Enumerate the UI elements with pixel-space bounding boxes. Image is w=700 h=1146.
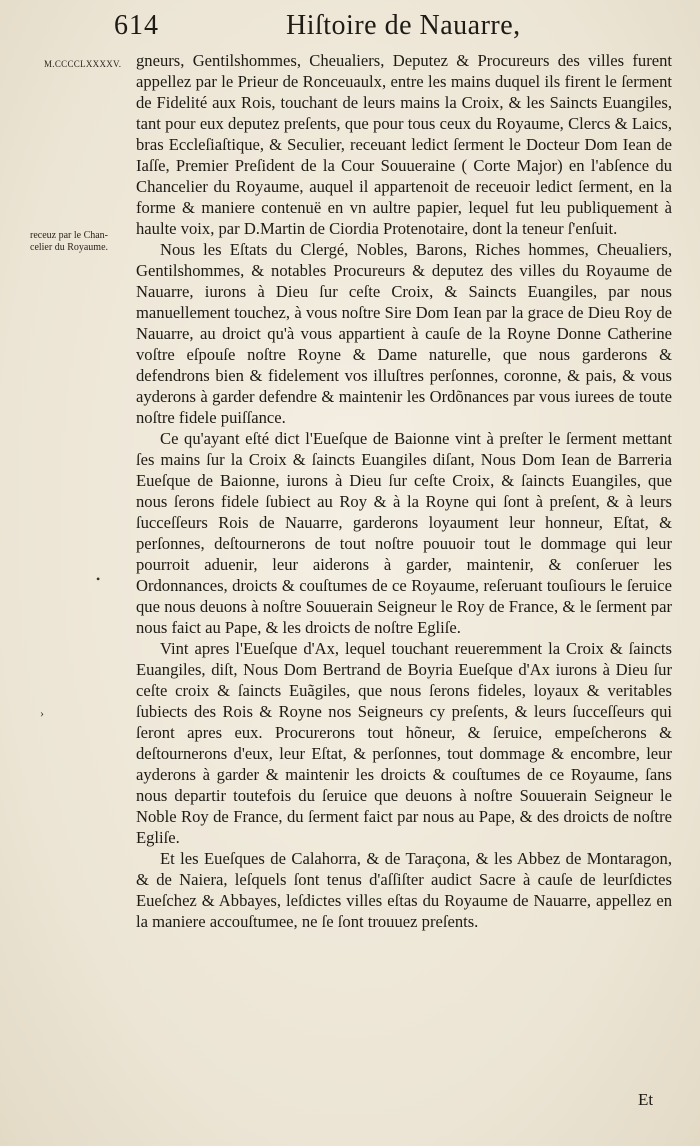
margin-note-received-line2: celier du Royaume. xyxy=(30,242,109,253)
page-number: 614 xyxy=(114,10,159,41)
running-title: Hiſtoire de Nauarre, xyxy=(286,10,521,41)
page-header xyxy=(110,8,670,48)
paragraph-bishop-bayonne: Ce qu'ayant eſté dict l'Eueſque de Baionne vint à preſter le ſerment mettant ſes mains ſur la Croix & ſaincts Euangiles diſant, Nous Dom Iean de Barreria Eueſque de Baionne, iurons à Dieu ſur ceſte Croix, & ſaincts Euangiles, que nous ſerons fidele ſubiect au Roy & à la Royne qui ſont à preſent, & à leurs ſucceſſeurs Rois de Nauarre, garderons loyaument leur honneur, Eſtat, & perſonnes, deſtournerons de tout noſtre pouuoir tout le dommage qui leur pourroit aduenir, leur aiderons à garder, maintenir, & conſeruer les Ordonnances, droicts & couſtumes de ce Royaume, reſeruant touſiours le ſeruice que nous deuons à noſtre Souuerain Seigneur le Roy de France, & le ſerment par nous faict au Pape, & les droicts de noſtre Egliſe. xyxy=(136,429,672,637)
margin-note-received xyxy=(30,230,140,254)
paragraph-oath-estates: Nous les Eſtats du Clergé, Nobles, Barons, Riches hommes, Cheualiers, Gentilshommes, & notables Procureurs & deputez des villes du Royaume de Nauarre, iurons à Dieu ſur ceſte Croix, & Saincts Euangiles, par nous manuellement touchez, à vous noſtre Sire Dom Iean par la grace de Dieu Roy de Nauarre, au droict qu'à vous appartient à cauſe de la Royne Donne Catherine voſtre eſpouſe noſtre Royne & Dame naturelle, que nous garderons & defendrons bien & fidelement vos illuſtres perſonnes, coronne, & pais, & vous ayderons à garder defendre & maintenir les Ordõnances par vous iurees de toute noſtre fidele puiſſance. xyxy=(136,240,672,427)
paragraph-continuation: gneurs, Gentilshommes, Cheualiers, Deputez & Procureurs des villes furent appellez par le Prieur de Ronceuaulx, entre les mains duquel ils firent le ſerment de Fidelité aux Rois, touchant de leurs mains la Croix, & les Saincts Euangiles, tant pour eux deputez preſents, que pour tous ceux du Royaume, Clercs & Laics, bras Eccleſiaſtique, & Seculier, receuant ledict ſerment le Docteur Dom Iean de Iaſſe, Premier Preſident de la Cour Souueraine ( Corte Major) en l'abſence du Chancelier du Royaume, auquel il appartenoit de receuoir ledict ſerment, en la forme & maniere contenuë en vn aultre papier, lequel fut leu publiquement à haulte voix, par D.Martin de Ciordia Protenotaire, dont la teneur ſ'enſuit. xyxy=(136,51,672,238)
ink-fleck: › xyxy=(40,706,44,720)
body-text xyxy=(136,50,672,932)
catchword: Et xyxy=(638,1090,654,1109)
paragraph-bishop-ax: Vint apres l'Eueſque d'Ax, lequel touchant reueremment la Croix & ſaincts Euangiles, diſt, Nous Dom Bertrand de Boyria Eueſque d'Ax iurons à Dieu ſur ceſte croix & ſaincts Euãgiles, que nous ſerons fideles, loyaux & veritables ſubiects des Rois & Royne nos Seigneurs cy preſents, & leurs ſucceſſeurs qui ſeront apres eux. Procurerons tout hõneur, & ſeruice, empeſcherons & deſtournerons d'eux, leur Eſtat, & perſonnes, tout dommage & encombre, leur ayderons à garder & maintenir les droicts & couſtumes de ce Royaume, ſans nous departir toutefois du ſeruice que deuons à noſtre Souuerain Seigneur le Noble Roy de France, du ſerment faict par nous au Pape, & des droicts de noſtre Egliſe. xyxy=(136,639,672,847)
margin-note-received-line1: receuz par le Chan- xyxy=(30,230,109,241)
margin-note-year: M.CCCCLXXXXV. xyxy=(44,59,122,69)
paragraph-absent-bishops: Et les Eueſques de Calahorra, & de Taraçona, & les Abbez de Montaragon, & de Naiera, leſquels ſont tenus d'aſſiſter audict Sacre à cauſe de leurſdictes Eueſchez & Abbayes, leſdictes villes eſtas du Royaume de Nauarre, appellez en la maniere accouſtumee, ne ſe ſont trouuez preſents. xyxy=(136,849,672,931)
ink-fleck: • xyxy=(96,572,101,586)
